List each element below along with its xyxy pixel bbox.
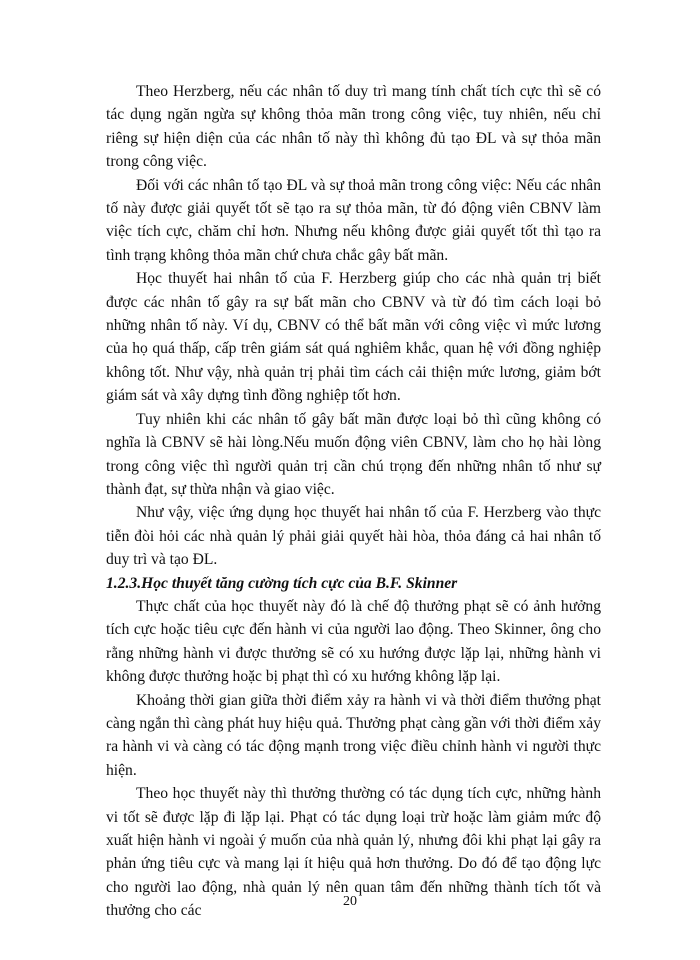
page-number: 20 — [343, 894, 357, 909]
paragraph-two-factor-theory: Học thuyết hai nhân tố của F. Herzberg giúp cho các nhà quản trị biết được các nhân tố gây ra sự bất mãn cho CBNV và từ đó tìm cách loại bỏ những nhân tố này. Ví dụ, CBNV có thể bất mãn với công việc vì mức lương của họ quá thấp, cấp trên giám sát quá nghiêm khắc, quan hệ với đồng nghiệp không tốt. Như vậy, nhà quản trị phải tìm cách cải thiện mức lương, giảm bớt giám sát và xây dựng tình đồng nghiệp tốt hơn. — [106, 270, 601, 405]
paragraph-dissatisfaction-removed: Tuy nhiên khi các nhân tố gây bất mãn được loại bỏ thì cũng không có nghĩa là CBNV sẽ hài lòng.Nếu muốn động viên CBNV, làm cho họ hài lòng trong công việc thì người quản trị cần chú trọng đến những nhân tố như sự thành đạt, sự thừa nhận và giao việc. — [106, 410, 601, 498]
paragraph-application: Như vậy, việc ứng dụng học thuyết hai nhân tố của F. Herzberg vào thực tiễn đòi hỏi các nhà quản lý phải giải quyết hài hòa, thỏa đáng cả hai nhân tố duy trì và tạo ĐL. — [106, 504, 601, 569]
section-heading: 1.2.3.Học thuyết tăng cường tích cực của B.F. Skinner — [106, 574, 458, 592]
paragraph-herzberg-maintenance: Theo Herzberg, nếu các nhân tố duy trì mang tính chất tích cực thì sẽ có tác dụng ngăn ngừa sự không thỏa mãn trong công việc, tuy nhiên, nếu chỉ riêng sự hiện diện của các nhân tố này thì không đủ tạo ĐL và sự thỏa mãn trong công việc. — [106, 83, 601, 171]
paragraph-timing: Khoảng thời gian giữa thời điểm xảy ra hành vi và thời điểm thưởng phạt càng ngắn thì càng phát huy hiệu quả. Thưởng phạt càng gần với thời điểm xảy ra hành vi và càng có tác động mạnh trong việc điều chỉnh hành vi người thực hiện. — [106, 691, 601, 779]
paragraph-motivation-factors: Đối với các nhân tố tạo ĐL và sự thoả mãn trong công việc: Nếu các nhân tố này được giải quyết tốt sẽ tạo ra sự thỏa mãn, từ đó động viên CBNV làm việc tích cực, chăm chỉ hơn. Nhưng nếu không được giải quyết tốt thì tạo ra tình trạng không thỏa mãn chứ chưa chắc gây bất mãn. — [106, 176, 601, 264]
page-body — [106, 80, 601, 923]
paragraph-reward-punishment: Theo học thuyết này thì thưởng thường có tác dụng tích cực, những hành vi tốt sẽ được lặp đi lặp lại. Phạt có tác dụng loại trừ hoặc làm giảm mức độ xuất hiện hành vi ngoài ý muốn của nhà quản lý, nhưng đôi khi phạt lại gây ra phản ứng tiêu cực và mang lại ít hiệu quả hơn thưởng. Do đó để tạo động lực cho người lao động, nhà quản lý nên quan tâm đến những thành tích tốt và thưởng cho các — [106, 785, 601, 920]
paragraph-skinner-essence: Thực chất của học thuyết này đó là chế độ thưởng phạt sẽ có ảnh hưởng tích cực hoặc tiêu cực đến hành vi của người lao động. Theo Skinner, ông cho rằng những hành vi được thưởng sẽ có xu hướng được lặp lại, những hành vi không được thưởng hoặc bị phạt thì có xu hướng không lặp lại. — [106, 597, 601, 686]
